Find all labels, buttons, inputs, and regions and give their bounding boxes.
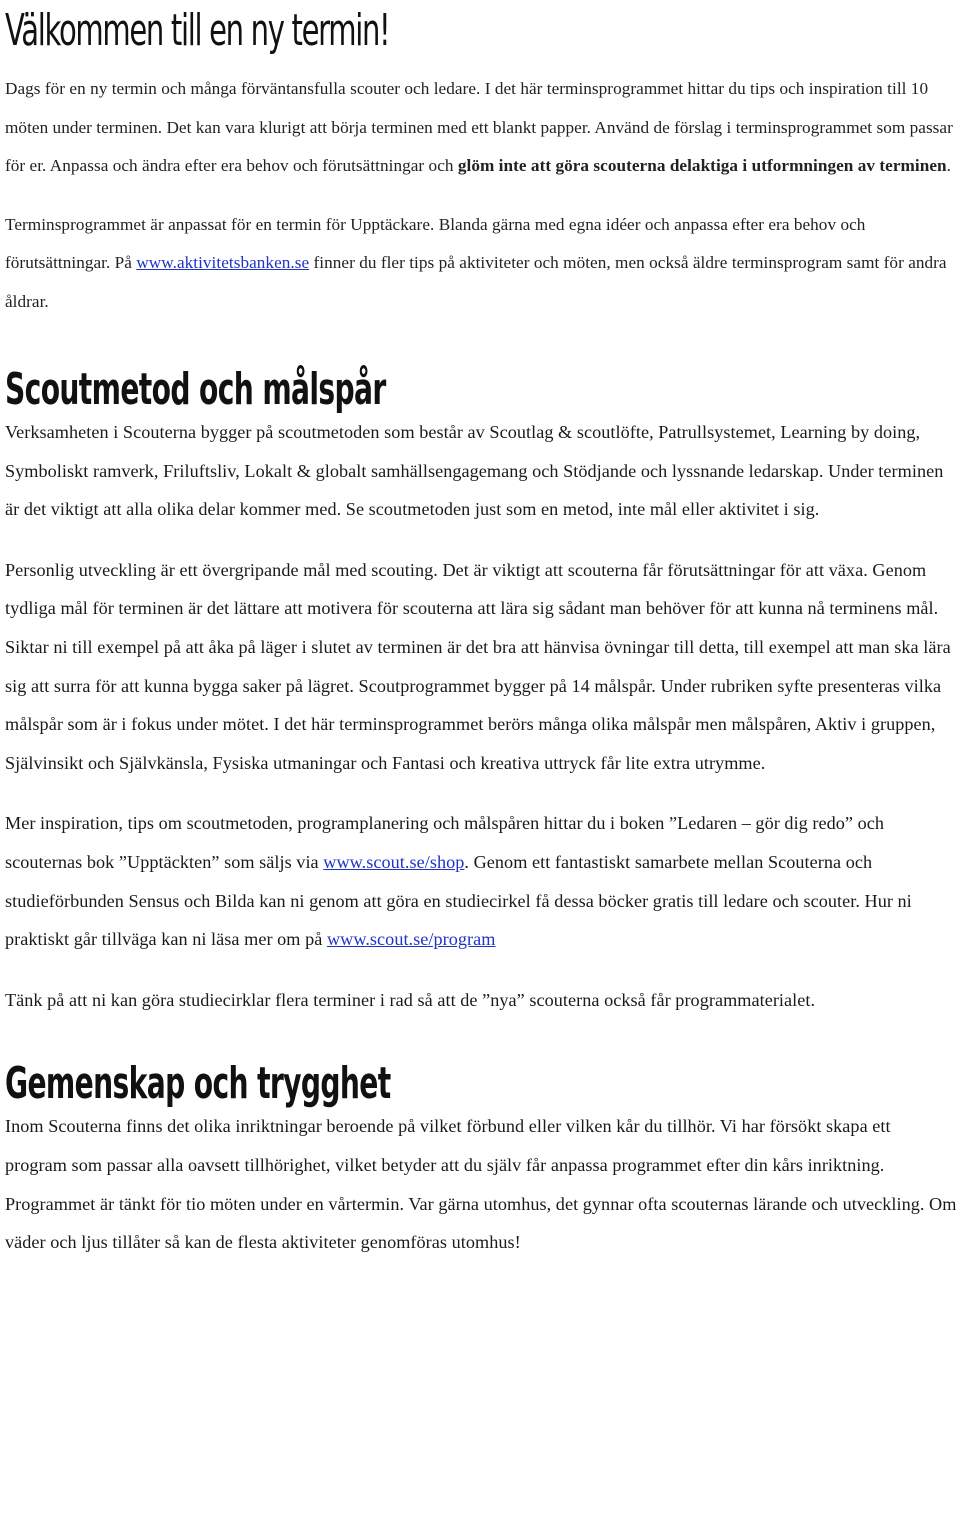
paragraph-3-text: Mer inspiration, tips om scoutmetoden, programplanering och målspåren hittar du i boken ”Ledaren – gör dig redo” och scouternas bok ”Upptäckten” som säljs via (5, 813, 885, 872)
aktivitetsbanken-link[interactable]: www.aktivitetsbanken.se (136, 253, 310, 272)
intro-paragraph-2 (5, 206, 957, 322)
paragraph-3-mid: . Genom ett fantastiskt samarbete mellan Scouterna och studieförbunden Sensus och Bilda kan ni genom att göra en studiecirkel få dessa böcker gratis till ledare och scouter. Hur ni praktiskt går tillväga kan ni läsa mer om på (5, 851, 912, 950)
page-title: Välkommen till en ny termin! (5, 5, 390, 56)
scoutmetod-paragraph-3 (5, 804, 957, 958)
intro-text-2-end: finner du fler tips på aktiviteter och möten, men också äldre terminsprogram samt för andra åldrar. (5, 253, 947, 311)
intro-bold-text: glöm inte att göra scouterna delaktiga i utformningen av terminen (457, 156, 947, 175)
intro-text-2: Terminsprogrammet är anpassat för en termin för Upptäckare. Blanda gärna med egna idéer och anpassa efter era behov och förutsättningar. På (5, 214, 866, 272)
scoutmetod-paragraph-1: Verksamheten i Scouterna bygger på scoutmetoden som består av Scoutlag & scoutlöfte, Patrullsystemet, Learning by doing, Symboliskt ramverk, Friluftsliv, Lokalt & globalt samhällsengagemang och Stödjande och lyssnande ledarskap. Under terminen är det viktigt att alla olika delar kommer med. Se scoutmetoden just som en metod, inte mål eller aktivitet i sig. (5, 422, 944, 520)
document-page (5, 0, 957, 1262)
scoutmetod-paragraph-4: Tänk på att ni kan göra studiecirklar flera terminer i rad så att de ”nya” scouterna också får programmaterialet. (5, 989, 816, 1010)
section-heading-scoutmetod: Scoutmetod och målspår (5, 364, 386, 415)
intro-text: Dags för en ny termin och många förväntansfulla scouter och ledare. I det här terminsprogrammet hittar du tips och inspiration till 10 möten under terminen. Det kan vara klurigt att börja terminen med ett blankt papper. Använd de förslag i terminsprogrammet som passar för er. Anpassa och ändra efter era behov och förutsättningar och (5, 79, 953, 175)
scoutmetod-paragraph-2: Personlig utveckling är ett övergripande mål med scouting. Det är viktigt att scouterna får förutsättningar för att växa. Genom tydliga mål för terminen är det lättare att motivera för scouterna att lära sig sådant man behöver för att kunna nå terminens mål. Siktar ni till exempel på att åka på läger i slutet av terminen är det bra att hänvisa övningar till detta, till exempel att man ska lära sig att surra för att kunna bygga saker på lägret. Scoutprogrammet bygger på 14 målspår. Under rubriken syfte presenteras vilka målspår som är i fokus under mötet. I det här terminsprogrammet berörs många olika målspår men målspåren, Aktiv i gruppen, Självinsikt och Självkänsla, Fysiska utmaningar och Fantasi och kreativa uttryck får lite extra utrymme. (5, 559, 951, 773)
gemenskap-paragraph-1: Inom Scouterna finns det olika inriktningar beroende på vilket förbund eller vilken kår du tillhör. Vi har försökt skapa ett program som passar alla oavsett tillhörighet, vilket betyder att du själv får anpassa programmet efter din kårs inriktning. Programmet är tänkt för tio möten under en vårtermin. Var gärna utomhus, det gynnar ofta scouternas lärande och utveckling. Om väder och ljus tillåter så kan de flesta aktiviteter genomföras utomhus! (5, 1116, 957, 1253)
intro-end: . (946, 156, 951, 175)
section-heading-gemenskap: Gemenskap och trygghet (5, 1058, 391, 1110)
intro-paragraph-1 (5, 70, 957, 186)
scout-program-link[interactable]: www.scout.se/program (326, 929, 496, 950)
scout-shop-link[interactable]: www.scout.se/shop (323, 851, 465, 872)
